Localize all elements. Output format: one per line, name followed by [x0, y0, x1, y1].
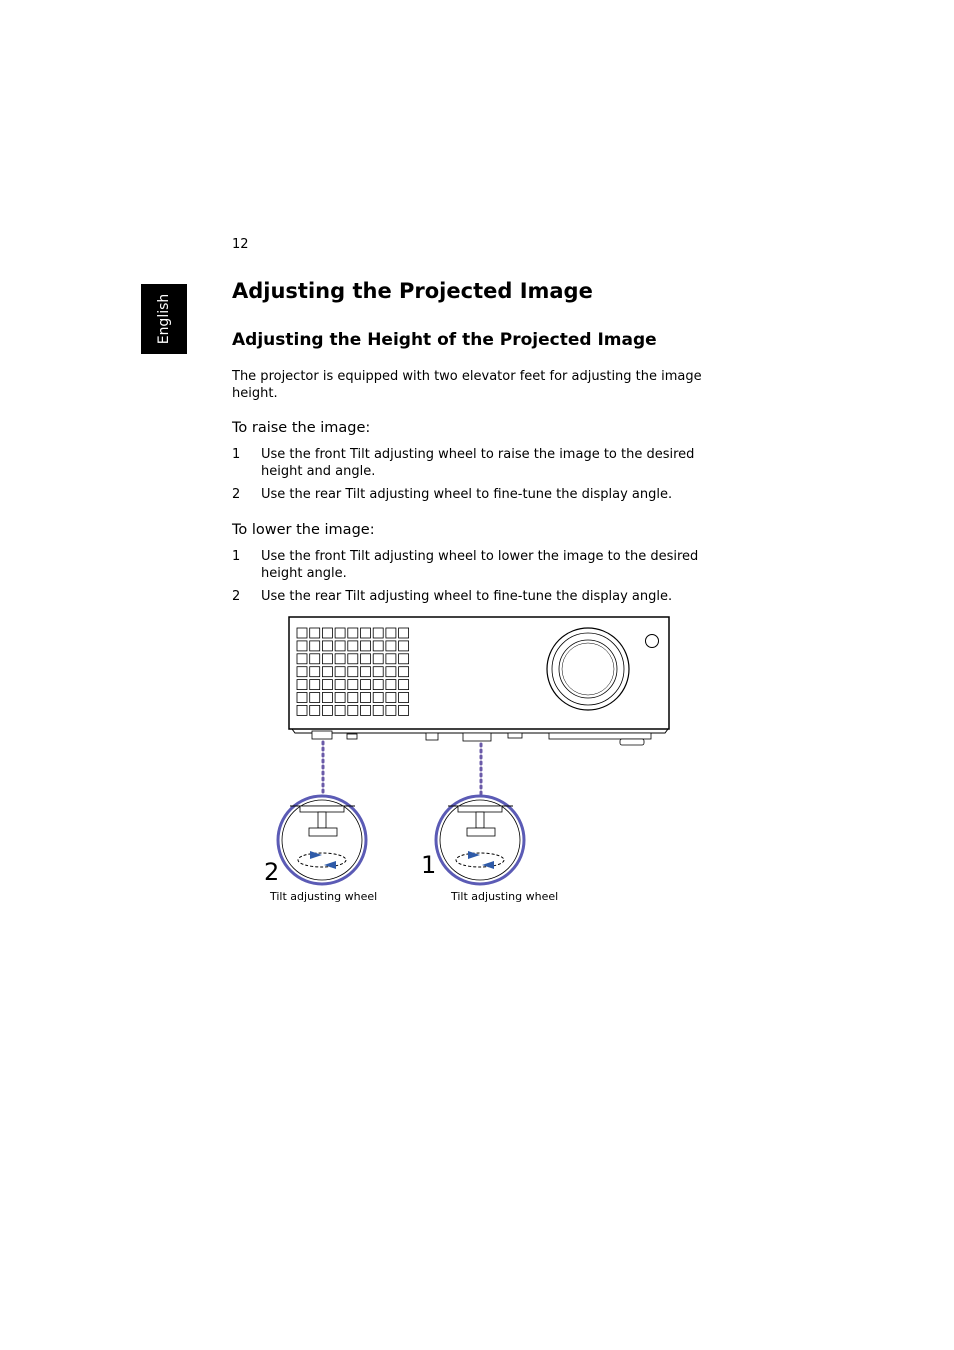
step-text: Use the rear Tilt adjusting wheel to fine-tune the display angle.: [261, 487, 673, 502]
step-text: Use the front Tilt adjusting wheel to raise the image to the desired height and angle.: [261, 447, 695, 479]
front-wheel-callout: [436, 796, 524, 884]
intro-paragraph: The projector is equipped with two elevator feet for adjusting the image height.: [232, 369, 702, 401]
step-number: 2: [232, 487, 241, 502]
page-title: Adjusting the Projected Image: [232, 279, 593, 303]
rear-callout-number: 2: [264, 858, 280, 886]
ir-sensor-icon: [646, 635, 659, 648]
section-title: Adjusting the Height of the Projected Image: [232, 330, 657, 350]
rear-foot: [312, 731, 332, 739]
language-tab-label: English: [156, 293, 172, 345]
front-callout-number: 1: [421, 851, 437, 879]
step-text: Use the rear Tilt adjusting wheel to fine-tune the display angle.: [261, 589, 673, 604]
lower-title: To lower the image:: [232, 522, 375, 538]
raise-title: To raise the image:: [232, 420, 371, 436]
front-wheel-caption: Tilt adjusting wheel: [451, 890, 559, 903]
rear-wheel-callout: [278, 796, 366, 884]
front-foot: [463, 733, 491, 741]
rear-wheel-caption: Tilt adjusting wheel: [270, 890, 378, 903]
step-number: 1: [232, 447, 241, 462]
page-number: 12: [232, 237, 249, 252]
step-number: 1: [232, 549, 241, 564]
step-number: 2: [232, 589, 241, 604]
step-text: Use the front Tilt adjusting wheel to lower the image to the desired height angle.: [261, 549, 699, 581]
